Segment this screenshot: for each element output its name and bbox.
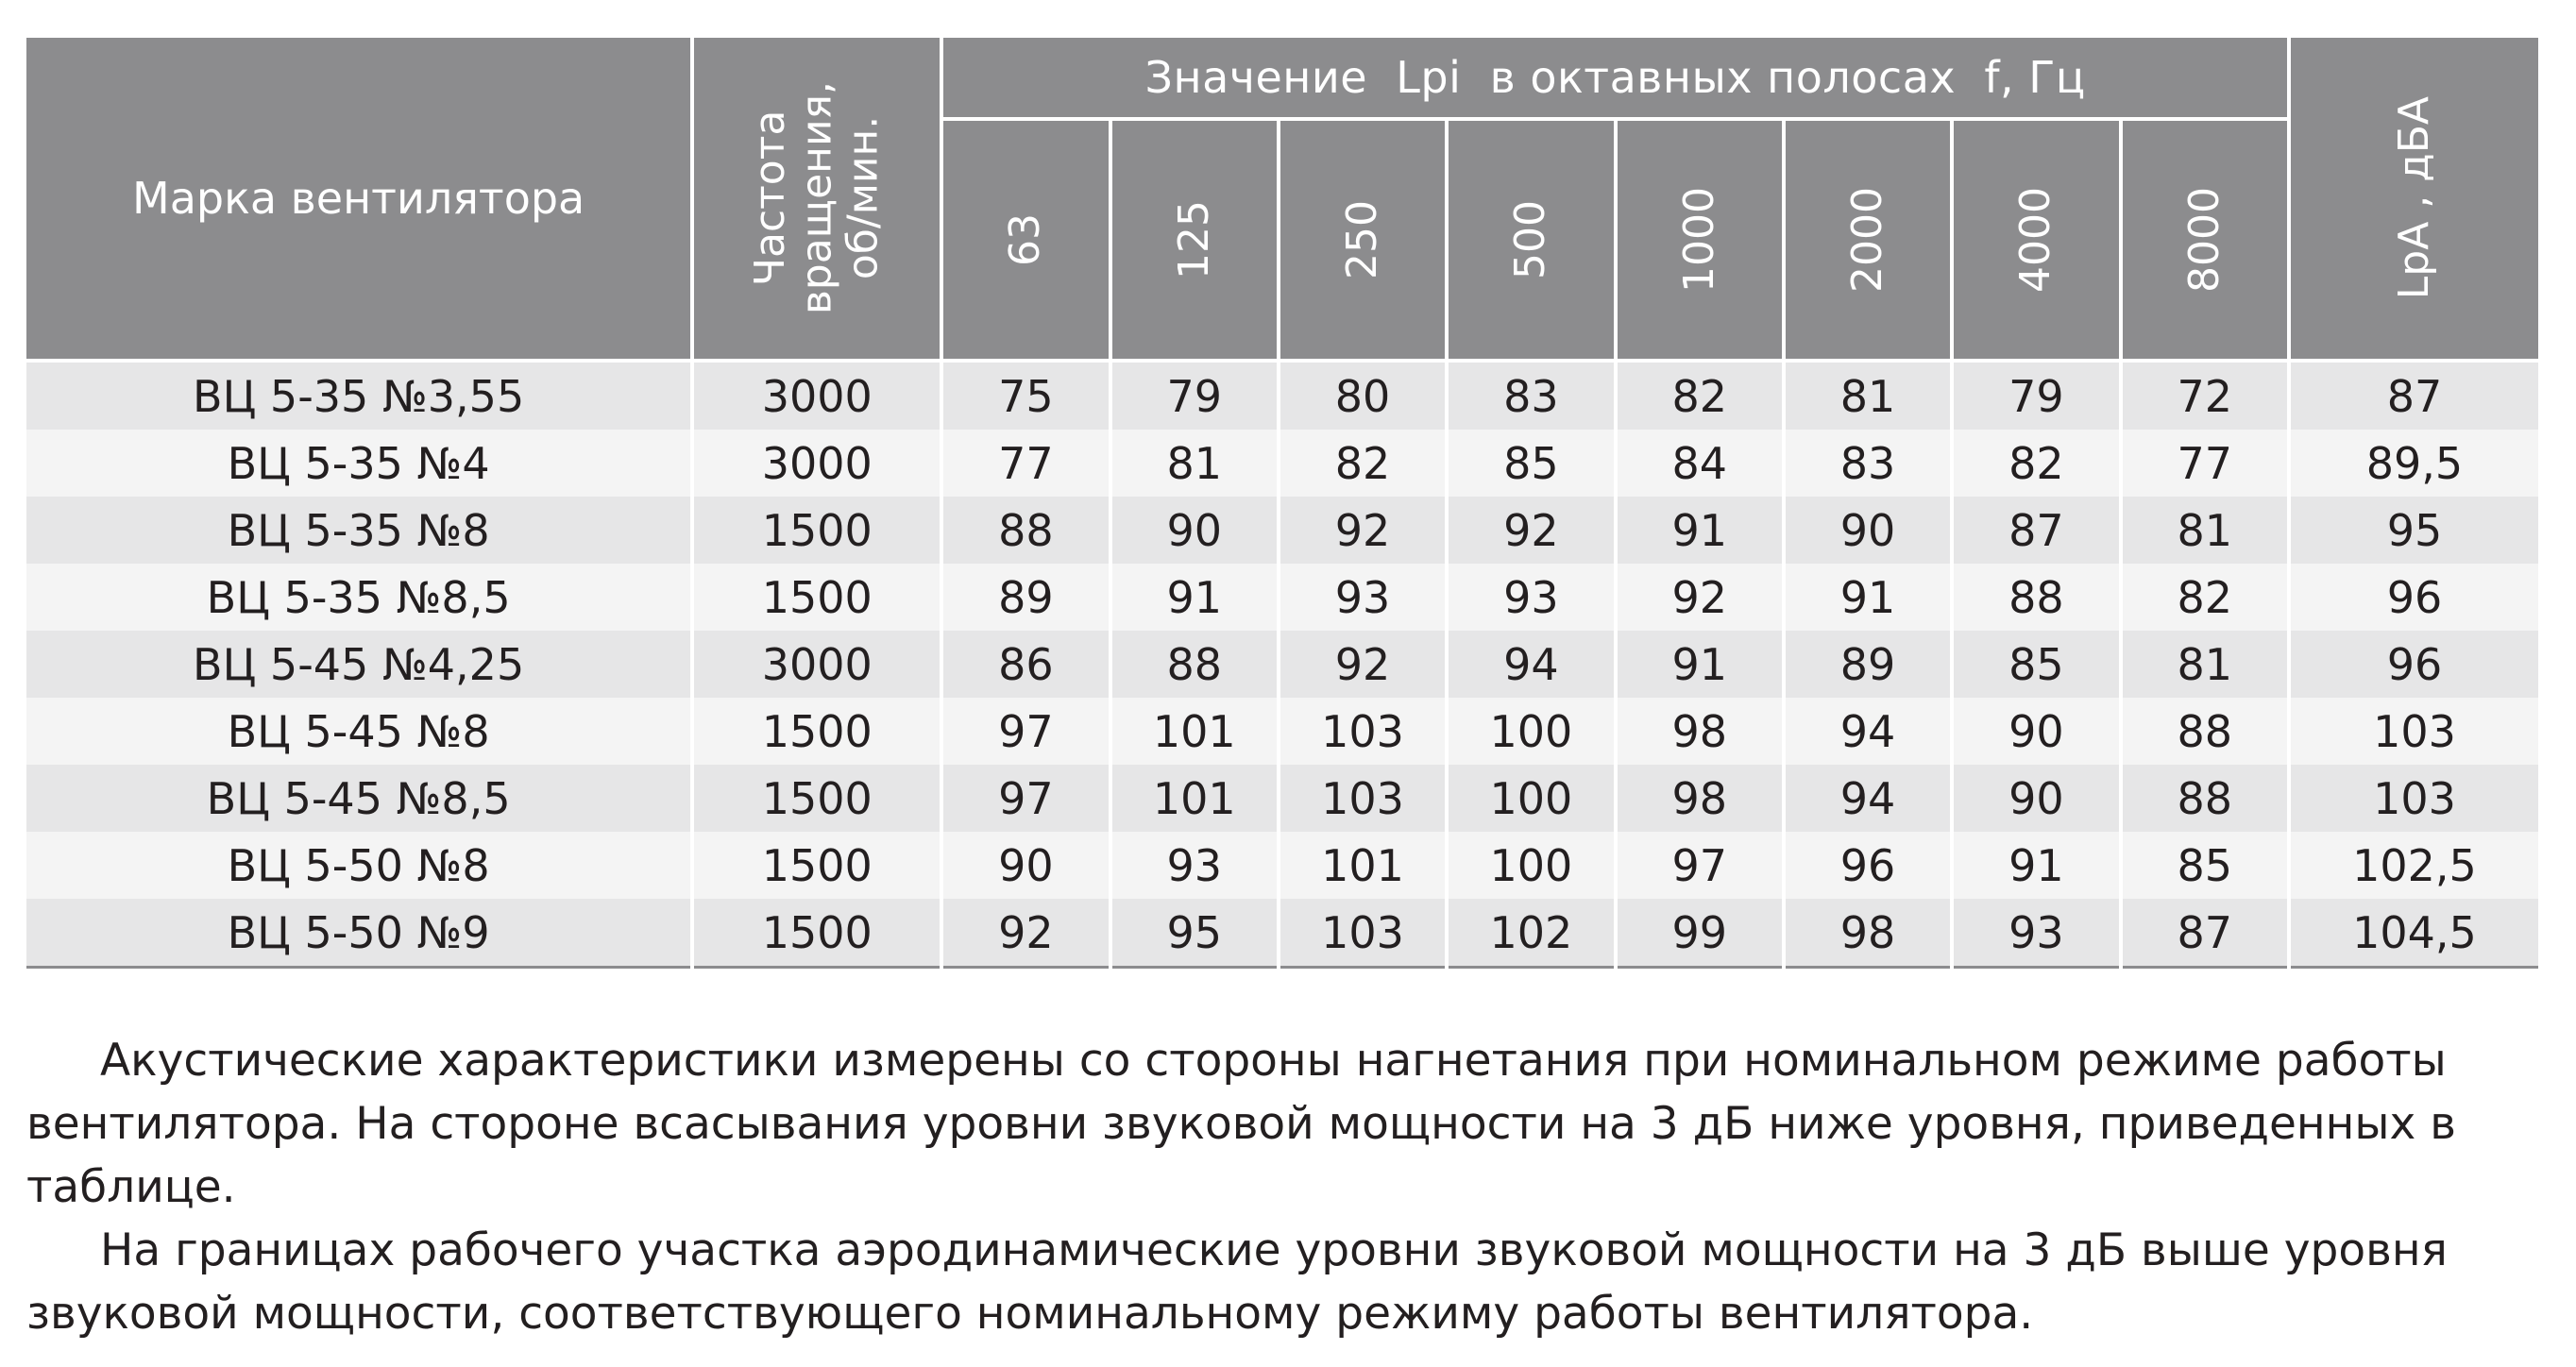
cell-band-value: 81 [2121,631,2289,698]
cell-lpa: 103 [2289,765,2538,832]
cell-band-value: 103 [1279,765,1447,832]
cell-band-value: 85 [1952,631,2120,698]
cell-band-value: 93 [1279,564,1447,631]
cell-band-value: 77 [2121,430,2289,497]
cell-band-value: 72 [2121,361,2289,430]
cell-band-value: 98 [1616,765,1784,832]
cell-band-value: 102 [1447,899,1615,968]
cell-band-value: 82 [1952,430,2120,497]
cell-band-value: 82 [1279,430,1447,497]
cell-speed: 1500 [692,497,941,564]
cell-speed: 1500 [692,899,941,968]
cell-model: ВЦ 5-45 №8,5 [26,765,692,832]
band-label: 250 [1337,200,1386,279]
cell-band-value: 85 [2121,832,2289,899]
cell-speed: 1500 [692,765,941,832]
cell-model: ВЦ 5-50 №8 [26,832,692,899]
cell-band-value: 99 [1616,899,1784,968]
cell-model: ВЦ 5-45 №4,25 [26,631,692,698]
cell-lpa: 103 [2289,698,2538,765]
table-row [26,564,2538,631]
header-band-250 [1279,119,1447,361]
band-label: 2000 [1842,187,1891,293]
table-row [26,631,2538,698]
cell-band-value: 82 [2121,564,2289,631]
cell-band-value: 91 [1616,631,1784,698]
cell-lpa: 89,5 [2289,430,2538,497]
header-speed-line: Частота [746,110,795,287]
cell-band-value: 93 [1447,564,1615,631]
header-speed [692,36,941,361]
note-paragraph: На границах рабочего участка аэродинамические уровни звуковой мощности на 3 дБ выше уровня звуковой мощности, соответствующего номинальному режиму работы вентилятора. [26,1224,2448,1340]
cell-speed: 3000 [692,361,941,430]
cell-band-value: 90 [1952,765,2120,832]
cell-band-value: 91 [1110,564,1279,631]
cell-band-value: 80 [1279,361,1447,430]
cell-speed: 3000 [692,631,941,698]
cell-model: ВЦ 5-45 №8 [26,698,692,765]
cell-band-value: 101 [1279,832,1447,899]
cell-lpa: 104,5 [2289,899,2538,968]
band-label: 63 [1001,213,1050,266]
cell-band-value: 89 [1784,631,1952,698]
table-header [26,36,2538,361]
cell-model: ВЦ 5-35 №8,5 [26,564,692,631]
cell-band-value: 81 [1784,361,1952,430]
cell-band-value: 83 [1784,430,1952,497]
cell-band-value: 92 [1279,631,1447,698]
cell-band-value: 100 [1447,698,1615,765]
header-lpa [2289,36,2538,361]
cell-band-value: 88 [1110,631,1279,698]
header-band-125 [1110,119,1279,361]
header-speed-label [747,81,887,314]
cell-band-value: 88 [2121,698,2289,765]
header-band-2000 [1784,119,1952,361]
band-label: 8000 [2179,187,2229,293]
table-row [26,497,2538,564]
cell-band-value: 97 [941,698,1110,765]
cell-band-value: 86 [941,631,1110,698]
cell-model: ВЦ 5-50 №9 [26,899,692,968]
notes-section [26,1029,2519,1345]
table-row [26,765,2538,832]
cell-band-value: 95 [1110,899,1279,968]
band-label: 4000 [2011,187,2060,293]
cell-speed: 3000 [692,430,941,497]
cell-band-value: 91 [1616,497,1784,564]
cell-band-value: 103 [1279,899,1447,968]
cell-band-value: 98 [1784,899,1952,968]
cell-band-value: 92 [941,899,1110,968]
cell-band-value: 93 [1952,899,2120,968]
cell-model: ВЦ 5-35 №3,55 [26,361,692,430]
cell-band-value: 91 [1784,564,1952,631]
cell-band-value: 90 [1784,497,1952,564]
table-row [26,832,2538,899]
header-band-63 [941,119,1110,361]
cell-band-value: 100 [1447,765,1615,832]
cell-band-value: 101 [1110,765,1279,832]
cell-lpa: 95 [2289,497,2538,564]
cell-lpa: 96 [2289,631,2538,698]
note-paragraph: Акустические характеристики измерены со стороны нагнетания при номинальном режиме работы вентилятора. На стороне всасывания уровни звуковой мощности на 3 дБ ниже уровня, приведенных в таблице. [26,1035,2456,1213]
table-body [26,361,2538,968]
cell-band-value: 82 [1616,361,1784,430]
header-model [26,36,692,361]
cell-band-value: 83 [1447,361,1615,430]
band-label: 125 [1169,200,1218,279]
header-band-8000 [2121,119,2289,361]
cell-band-value: 101 [1110,698,1279,765]
cell-band-value: 93 [1110,832,1279,899]
cell-band-value: 98 [1616,698,1784,765]
cell-band-value: 103 [1279,698,1447,765]
cell-band-value: 90 [1110,497,1279,564]
header-speed-line: об/мин. [839,116,888,280]
noise-characteristics-table [26,34,2538,969]
table-row [26,899,2538,968]
cell-speed: 1500 [692,832,941,899]
header-band-500 [1447,119,1615,361]
cell-band-value: 94 [1784,698,1952,765]
cell-lpa: 102,5 [2289,832,2538,899]
cell-model: ВЦ 5-35 №4 [26,430,692,497]
table-row [26,361,2538,430]
header-lpa-label: LpA , дБА [2389,96,2438,300]
cell-band-value: 97 [941,765,1110,832]
band-label: 500 [1506,200,1555,279]
header-band-4000 [1952,119,2120,361]
cell-band-value: 89 [941,564,1110,631]
cell-band-value: 91 [1952,832,2120,899]
cell-band-value: 88 [941,497,1110,564]
cell-band-value: 100 [1447,832,1615,899]
header-model-label: Марка вентилятора [132,173,585,224]
table-row [26,430,2538,497]
band-label: 1000 [1674,187,1723,293]
header-speed-line: вращения, [792,81,841,315]
header-band-1000 [1616,119,1784,361]
cell-band-value: 87 [1952,497,2120,564]
cell-band-value: 90 [1952,698,2120,765]
cell-band-value: 90 [941,832,1110,899]
cell-speed: 1500 [692,698,941,765]
cell-band-value: 87 [2121,899,2289,968]
noise-table-container [26,34,2538,969]
cell-band-value: 85 [1447,430,1615,497]
header-bands-title: Значение Lpi в октавных полосах f, Гц [1144,52,2086,103]
cell-band-value: 97 [1616,832,1784,899]
table-row [26,698,2538,765]
cell-model: ВЦ 5-35 №8 [26,497,692,564]
cell-band-value: 88 [2121,765,2289,832]
cell-band-value: 79 [1952,361,2120,430]
cell-band-value: 75 [941,361,1110,430]
cell-band-value: 92 [1279,497,1447,564]
header-bands-group [941,36,2289,119]
cell-band-value: 88 [1952,564,2120,631]
cell-band-value: 81 [2121,497,2289,564]
cell-band-value: 84 [1616,430,1784,497]
cell-speed: 1500 [692,564,941,631]
cell-band-value: 96 [1784,832,1952,899]
cell-band-value: 79 [1110,361,1279,430]
cell-lpa: 87 [2289,361,2538,430]
cell-band-value: 92 [1616,564,1784,631]
cell-lpa: 96 [2289,564,2538,631]
cell-band-value: 92 [1447,497,1615,564]
cell-band-value: 81 [1110,430,1279,497]
cell-band-value: 94 [1784,765,1952,832]
cell-band-value: 94 [1447,631,1615,698]
cell-band-value: 77 [941,430,1110,497]
